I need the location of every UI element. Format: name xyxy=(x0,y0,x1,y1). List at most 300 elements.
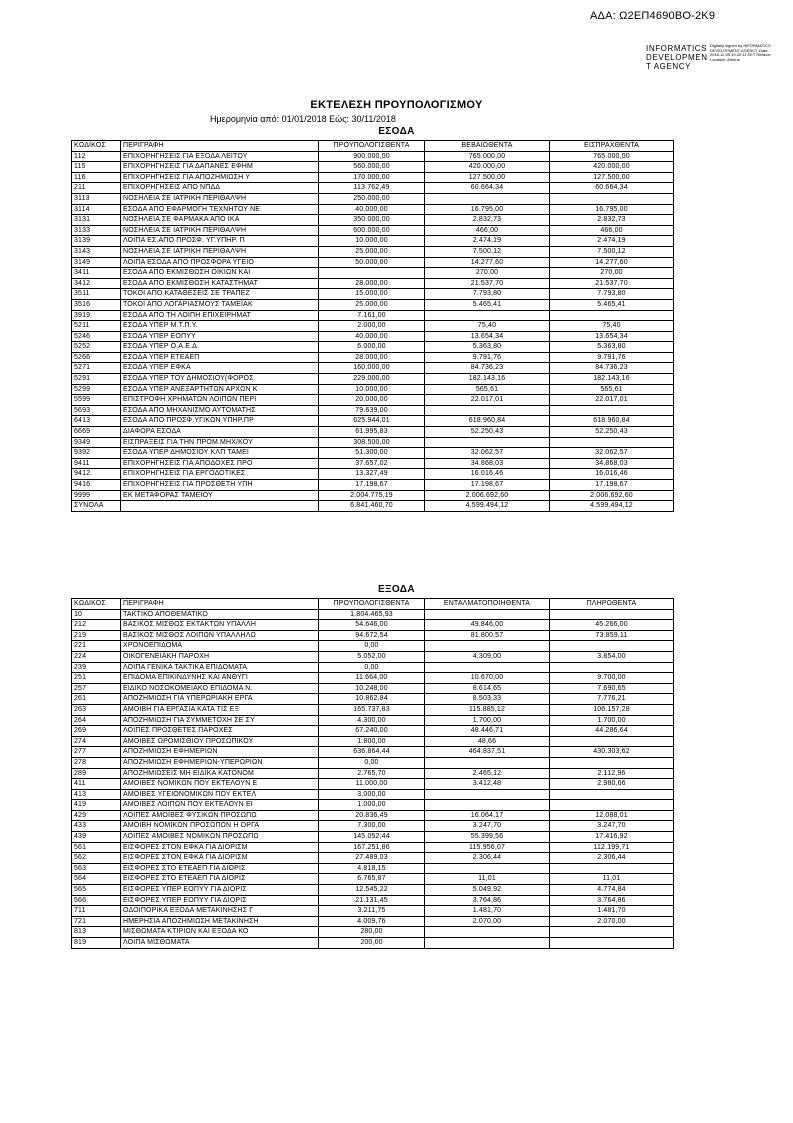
income-cell-budgeted: 61.995,83 xyxy=(319,427,425,438)
expenses-cell-code: 721 xyxy=(72,916,121,927)
income-cell-amount-a: 21.537,70 xyxy=(425,278,550,289)
expenses-table-row xyxy=(72,916,674,927)
income-cell-description: ΛΟΙΠΑ ΕΣ.ΑΠΟ ΠΡΟΣΦ. ΥΓ.ΥΠΗΡ. Π xyxy=(121,236,319,247)
income-total-description xyxy=(121,501,319,512)
expenses-cell-code: 239 xyxy=(72,662,121,673)
income-cell-code: 5271 xyxy=(72,363,121,374)
income-cell-budgeted: 308.500,00 xyxy=(319,437,425,448)
income-cell-amount-b: 75,40 xyxy=(550,321,674,332)
expenses-cell-budgeted: 94.672,54 xyxy=(319,630,425,641)
expenses-table-row xyxy=(72,673,674,684)
income-cell-budgeted: 560.000,00 xyxy=(319,162,425,173)
expenses-table-row xyxy=(72,895,674,906)
expenses-cell-description: ΛΟΙΠΕΣ ΠΡΟΣΘΕΤΕΣ ΠΑΡΟΧΕΣ xyxy=(121,726,319,737)
expenses-cell-description: ΛΟΙΠΕΣ ΑΜΟΙΒΕΣ ΝΟΜΙΚΩΝ ΠΡΟΣΩΠΩ xyxy=(121,832,319,843)
income-cell-budgeted: 79.639,00 xyxy=(319,405,425,416)
income-cell-amount-b: 765.000,00 xyxy=(550,151,674,162)
income-cell-budgeted: 160.000,00 xyxy=(319,363,425,374)
expenses-cell-amount-b: 4.774,84 xyxy=(550,885,674,896)
income-heading: ΕΣΟΔΑ xyxy=(378,126,415,137)
income-table-row xyxy=(72,151,674,162)
expenses-cell-amount-a: 464.837,51 xyxy=(425,747,550,758)
expenses-table-row xyxy=(72,620,674,631)
expenses-cell-budgeted: 1.800,00 xyxy=(319,736,425,747)
expenses-cell-amount-a xyxy=(425,757,550,768)
income-cell-amount-a: 5.363,80 xyxy=(425,342,550,353)
income-table-row xyxy=(72,469,674,480)
income-cell-amount-b xyxy=(550,437,674,448)
expenses-cell-code: 566 xyxy=(72,895,121,906)
income-cell-amount-b: 34.868,03 xyxy=(550,458,674,469)
income-cell-amount-a: 32.062,57 xyxy=(425,448,550,459)
expenses-cell-code: 562 xyxy=(72,853,121,864)
expenses-cell-code: 813 xyxy=(72,927,121,938)
income-cell-budgeted xyxy=(319,268,425,279)
expenses-header-row xyxy=(72,599,674,610)
income-cell-budgeted: 40.000,00 xyxy=(319,204,425,215)
income-cell-code: 5599 xyxy=(72,395,121,406)
expenses-col-paid: ΠΛΗΡΩΘΕΝΤΑ xyxy=(550,599,674,610)
income-col-certified: ΒΕΒΑΙΩΘΕΝΤΑ xyxy=(425,141,550,152)
expenses-cell-amount-b: 7.776,21 xyxy=(550,694,674,705)
expenses-cell-code: 419 xyxy=(72,800,121,811)
expenses-cell-description: ΟΔΟΙΠΟΡΙΚΑ ΕΞΟΔΑ ΜΕΤΑΚΙΝΗΣΗΣ Γ xyxy=(121,906,319,917)
expenses-cell-code: 10 xyxy=(72,609,121,620)
income-table-row xyxy=(72,225,674,236)
expenses-cell-amount-a xyxy=(425,641,550,652)
income-cell-code: 6669 xyxy=(72,427,121,438)
income-cell-amount-b: 84.736,23 xyxy=(550,363,674,374)
income-cell-budgeted: 25.000,00 xyxy=(319,299,425,310)
expenses-col-code: ΚΩΔΙΚΟΣ xyxy=(72,599,121,610)
expenses-cell-amount-b: 1.481,70 xyxy=(550,906,674,917)
income-cell-amount-b: 2.474,19 xyxy=(550,236,674,247)
expenses-cell-description: ΑΜΟΙΒΕΣ ΝΟΜΙΚΩΝ ΠΟΥ ΕΚΤΕΛΟΥΝ Ε xyxy=(121,779,319,790)
income-cell-amount-b: 565,61 xyxy=(550,384,674,395)
income-cell-code: 9416 xyxy=(72,480,121,491)
income-table-row xyxy=(72,384,674,395)
expenses-cell-budgeted: 27.489,03 xyxy=(319,853,425,864)
income-cell-amount-a: 60.664,34 xyxy=(425,183,550,194)
expenses-cell-amount-a xyxy=(425,800,550,811)
income-table-row xyxy=(72,204,674,215)
expenses-table-row xyxy=(72,938,674,949)
income-cell-budgeted: 600.000,00 xyxy=(319,225,425,236)
income-cell-amount-b: 9.791,76 xyxy=(550,352,674,363)
expenses-cell-budgeted: 3.211,75 xyxy=(319,906,425,917)
income-total-budgeted: 6.841.460,70 xyxy=(319,501,425,512)
income-cell-amount-a: 52.250,43 xyxy=(425,427,550,438)
expenses-cell-budgeted: 11.000,00 xyxy=(319,779,425,790)
digital-signature xyxy=(646,44,784,71)
income-cell-code: 3516 xyxy=(72,299,121,310)
income-cell-amount-a: 270,00 xyxy=(425,268,550,279)
income-cell-budgeted: 7.161,00 xyxy=(319,310,425,321)
income-cell-amount-a: 9.791,76 xyxy=(425,352,550,363)
expenses-table-row xyxy=(72,810,674,821)
income-cell-description: ΕΣΟΔΑ ΑΠΟ ΕΦΑΡΜΟΓΗ ΤΕΧΝΗΤΟΥ ΝΕ xyxy=(121,204,319,215)
income-cell-description: ΕΠΙΧΟΡΗΓΗΣΕΙΣ ΑΠΟ ΝΠΔΔ xyxy=(121,183,319,194)
expenses-cell-budgeted: 21.131,45 xyxy=(319,895,425,906)
income-cell-amount-a: 466,00 xyxy=(425,225,550,236)
income-cell-amount-b: 13.654,34 xyxy=(550,331,674,342)
expenses-cell-description: ΕΙΣΦΟΡΕΣ ΣΤΟΝ ΕΦΚΑ ΓΙΑ ΔΙΟΡΙΣΜ xyxy=(121,842,319,853)
income-cell-budgeted: 113.762,49 xyxy=(319,183,425,194)
expenses-cell-budgeted: 165.737,83 xyxy=(319,704,425,715)
income-cell-code: 9411 xyxy=(72,458,121,469)
expenses-table-row xyxy=(72,821,674,832)
income-cell-amount-b: 32.062,57 xyxy=(550,448,674,459)
expenses-table-row xyxy=(72,906,674,917)
income-cell-budgeted: 625.944,01 xyxy=(319,416,425,427)
expenses-cell-budgeted: 0,00 xyxy=(319,662,425,673)
income-cell-amount-a xyxy=(425,405,550,416)
income-cell-description: ΕΠΙΧΟΡΗΓΗΣΕΙΣ ΓΙΑ ΑΠΟΔΟΧΕΣ ΠΡΟ xyxy=(121,458,319,469)
expenses-cell-description: ΑΠΟΖΗΜΙΩΣΗ ΓΙΑ ΣΥΜΜΕΤΟΧΗ ΣΕ ΣΥ xyxy=(121,715,319,726)
expenses-cell-description: ΟΙΚΟΓΕΝΕΙΑΚΗ ΠΑΡΟΧΗ xyxy=(121,651,319,662)
income-cell-budgeted: 10.000,00 xyxy=(319,236,425,247)
income-cell-code: 9349 xyxy=(72,437,121,448)
expenses-cell-amount-b: 1.700,00 xyxy=(550,715,674,726)
expenses-cell-amount-b: 11,01 xyxy=(550,874,674,885)
expenses-cell-code: 278 xyxy=(72,757,121,768)
income-cell-amount-b: 2.006.692,60 xyxy=(550,490,674,501)
expenses-cell-description: ΕΙΣΦΟΡΕΣ ΥΠΕΡ ΕΟΠΥΥ ΓΙΑ ΔΙΟΡΙΣ xyxy=(121,895,319,906)
income-table-row xyxy=(72,363,674,374)
expenses-cell-budgeted: 54.646,00 xyxy=(319,620,425,631)
expenses-table-row xyxy=(72,609,674,620)
expenses-cell-budgeted: 7.300,00 xyxy=(319,821,425,832)
income-cell-description: ΕΣΟΔΑ ΑΠΟ ΜΗΧΑΝΙΣΜΟ ΑΥΤΟΜΑΤΗΣ xyxy=(121,405,319,416)
income-cell-amount-b: 618.960,84 xyxy=(550,416,674,427)
income-cell-amount-b xyxy=(550,193,674,204)
expenses-table-row xyxy=(72,789,674,800)
income-cell-budgeted: 2.000,00 xyxy=(319,321,425,332)
income-cell-code: 3131 xyxy=(72,215,121,226)
expenses-cell-description: ΕΠΙΔΟΜΑ ΕΠΙΚΙΝΔΥΝΗΣ ΚΑΙ ΑΝΘΥΓΙ xyxy=(121,673,319,684)
expenses-cell-amount-a xyxy=(425,789,550,800)
income-cell-amount-a: 14.277,60 xyxy=(425,257,550,268)
income-table-row xyxy=(72,310,674,321)
expenses-table-row xyxy=(72,853,674,864)
expenses-cell-code: 564 xyxy=(72,874,121,885)
income-cell-code: 9999 xyxy=(72,490,121,501)
income-cell-budgeted: 28.000,00 xyxy=(319,352,425,363)
income-cell-code: 5266 xyxy=(72,352,121,363)
income-cell-amount-b: 270,00 xyxy=(550,268,674,279)
income-cell-code: 112 xyxy=(72,151,121,162)
expenses-cell-description: ΕΙΣΦΟΡΕΣ ΥΠΕΡ ΕΟΠΥΥ ΓΙΑ ΔΙΟΡΙΣ xyxy=(121,885,319,896)
expenses-cell-amount-a: 16.064,17 xyxy=(425,810,550,821)
expenses-cell-description: ΑΜΟΙΒΕΣ ΛΟΙΠΩΝ ΠΟΥ ΕΚΤΕΛΟΥΝ ΕΙ xyxy=(121,800,319,811)
expenses-cell-description: ΒΑΣΙΚΟΣ ΜΙΣΘΟΣ ΕΚΤΑΚΤΩΝ ΥΠΑΛΛΗ xyxy=(121,620,319,631)
income-cell-budgeted: 20.000,00 xyxy=(319,395,425,406)
expenses-cell-amount-b: 12.088,01 xyxy=(550,810,674,821)
expenses-cell-amount-a: 3.412,48 xyxy=(425,779,550,790)
income-cell-budgeted: 40.000,00 xyxy=(319,331,425,342)
income-cell-amount-a: 16.016,46 xyxy=(425,469,550,480)
expenses-cell-budgeted: 1.804.465,93 xyxy=(319,609,425,620)
income-cell-amount-b: 5.363,80 xyxy=(550,342,674,353)
income-table-row xyxy=(72,374,674,385)
income-table-row xyxy=(72,395,674,406)
expenses-cell-amount-a: 1.700,00 xyxy=(425,715,550,726)
income-cell-code: 3143 xyxy=(72,246,121,257)
expenses-cell-amount-b xyxy=(550,938,674,949)
expenses-cell-budgeted: 12.545,22 xyxy=(319,885,425,896)
income-cell-code: 3412 xyxy=(72,278,121,289)
expenses-cell-amount-a: 115.885,12 xyxy=(425,704,550,715)
income-cell-description: ΕΠΙΧΟΡΗΓΗΣΕΙΣ ΓΙΑ ΠΡΟΣΘΕΤΗ ΥΠΗ xyxy=(121,480,319,491)
expenses-cell-amount-b xyxy=(550,641,674,652)
income-cell-amount-a xyxy=(425,310,550,321)
expenses-cell-code: 274 xyxy=(72,736,121,747)
expenses-cell-amount-a: 48.446,71 xyxy=(425,726,550,737)
expenses-table xyxy=(71,598,674,949)
income-cell-description: ΕΣΟΔΑ ΑΠΟ ΤΗ ΛΟΙΠΗ ΕΠΙΧΕΙΡΗΜΑΤ xyxy=(121,310,319,321)
expenses-cell-description: ΤΑΚΤΙΚΟ ΑΠΟΘΕΜΑΤΙΚΟ xyxy=(121,609,319,620)
expenses-cell-description: ΑΜΟΙΒΕΣ ΥΓΕΙΟΝΟΜΙΚΩΝ ΠΟΥ ΕΚΤΕΛ xyxy=(121,789,319,800)
expenses-cell-amount-a: 2.070,00 xyxy=(425,916,550,927)
income-cell-code: 9392 xyxy=(72,448,121,459)
expenses-cell-description: ΕΙΣΦΟΡΕΣ ΣΤΟ ΕΤΕΑΕΠ ΓΙΑ ΔΙΟΡΙΣ xyxy=(121,863,319,874)
expenses-cell-amount-b: 45.266,00 xyxy=(550,620,674,631)
income-cell-description: ΕΣΟΔΑ ΑΠΟ ΠΡΟΣΦ.ΥΓΙΚΩΝ ΥΠΗΡ.ΠΡ xyxy=(121,416,319,427)
expenses-cell-description: ΛΟΙΠΑ ΜΙΣΘΩΜΑΤΑ xyxy=(121,938,319,949)
expenses-cell-budgeted: 1.000,00 xyxy=(319,800,425,811)
expenses-cell-amount-b: 2.070,00 xyxy=(550,916,674,927)
expenses-cell-amount-a: 2.306,44 xyxy=(425,853,550,864)
expenses-table-row xyxy=(72,779,674,790)
income-cell-code: 5693 xyxy=(72,405,121,416)
income-table-row xyxy=(72,331,674,342)
income-cell-description: ΕΣΟΔΑ ΥΠΕΡ ΤΟΥ ΔΗΜΟΣΙΟΥ(ΦΟΡΟΣ xyxy=(121,374,319,385)
expenses-table-row xyxy=(72,800,674,811)
income-cell-amount-a: 2.474,19 xyxy=(425,236,550,247)
expenses-cell-amount-a: 3.247,70 xyxy=(425,821,550,832)
income-cell-code: 3411 xyxy=(72,268,121,279)
expenses-cell-amount-a xyxy=(425,609,550,620)
income-cell-code: 5299 xyxy=(72,384,121,395)
expenses-cell-amount-a: 1.481,70 xyxy=(425,906,550,917)
income-cell-budgeted: 170.000,00 xyxy=(319,172,425,183)
income-cell-description: ΕΣΟΔΑ ΥΠΕΡ ΔΗΜΟΣΙΟΥ ΚΛΠ ΤΑΜΕΙ xyxy=(121,448,319,459)
income-table-row xyxy=(72,427,674,438)
income-table-row xyxy=(72,458,674,469)
expenses-cell-amount-b xyxy=(550,927,674,938)
income-cell-amount-a: 5.465,41 xyxy=(425,299,550,310)
expenses-cell-amount-b xyxy=(550,757,674,768)
income-cell-budgeted: 28.000,00 xyxy=(319,278,425,289)
income-cell-description: ΤΟΚΟΙ ΑΠΟ ΚΑΤΑΘΕΣΕΙΣ ΣΕ ΤΡΑΠΕΖ xyxy=(121,289,319,300)
expenses-heading: ΕΞΟΔΑ xyxy=(377,584,416,595)
income-cell-amount-a: 16.795,00 xyxy=(425,204,550,215)
expenses-cell-code: 429 xyxy=(72,810,121,821)
expenses-cell-code: 264 xyxy=(72,715,121,726)
income-cell-budgeted: 51.300,00 xyxy=(319,448,425,459)
expenses-cell-amount-a: 4.309,00 xyxy=(425,651,550,662)
report-date-range: Ημερομηνία από: 01/01/2018 Εώς: 30/11/2018 xyxy=(210,114,396,124)
income-cell-amount-a: 182.143,16 xyxy=(425,374,550,385)
expenses-cell-budgeted: 280,00 xyxy=(319,927,425,938)
expenses-table-row xyxy=(72,651,674,662)
expenses-cell-code: 289 xyxy=(72,768,121,779)
expenses-cell-amount-b: 2.980,66 xyxy=(550,779,674,790)
expenses-cell-code: 411 xyxy=(72,779,121,790)
income-cell-description: ΕΙΣΠΡΑΞΕΙΣ ΓΙΑ ΤΗΝ ΠΡΟΜ.ΜΗΧ/ΚΟΥ xyxy=(121,437,319,448)
expenses-cell-budgeted: 167.251,86 xyxy=(319,842,425,853)
expenses-cell-amount-a: 11,01 xyxy=(425,874,550,885)
income-table-row xyxy=(72,172,674,183)
income-table-row xyxy=(72,183,674,194)
income-cell-amount-b: 52.250,43 xyxy=(550,427,674,438)
expenses-cell-budgeted: 636.864,44 xyxy=(319,747,425,758)
expenses-cell-budgeted: 3.000,00 xyxy=(319,789,425,800)
income-cell-description: ΕΣΟΔΑ ΥΠΕΡ Μ.Τ.Π.Υ. xyxy=(121,321,319,332)
income-col-budgeted: ΠΡΟΥΠΟΛΟΓΙΣΘΕΝΤΑ xyxy=(319,141,425,152)
expenses-table-row xyxy=(72,874,674,885)
income-cell-description: ΕΣΟΔΑ ΑΠΟ ΕΚΜΙΣΘΩΣΗ ΟΙΚΙΩΝ ΚΑΙ xyxy=(121,268,319,279)
expenses-cell-description: ΒΑΣΙΚΟΣ ΜΙΣΘΟΣ ΛΟΙΠΩΝ ΥΠΑΛΛΗΛΩ xyxy=(121,630,319,641)
income-cell-amount-a: 22.017,01 xyxy=(425,395,550,406)
expenses-cell-description: ΛΟΙΠΑ ΓΕΝΙΚΑ ΤΑΚΤΙΚΑ ΕΠΙΔΟΜΑΤΑ xyxy=(121,662,319,673)
expenses-cell-code: 439 xyxy=(72,832,121,843)
expenses-cell-amount-b xyxy=(550,789,674,800)
income-cell-amount-a: 84.736,23 xyxy=(425,363,550,374)
expenses-cell-budgeted: 4.009,76 xyxy=(319,916,425,927)
income-cell-amount-b: 466,00 xyxy=(550,225,674,236)
income-table-row xyxy=(72,162,674,173)
expenses-cell-description: ΑΠΟΖΗΜΙΩΣΗ ΓΙΑ ΥΠΕΡΩΡΙΑΚΗ ΕΡΓΑ xyxy=(121,694,319,705)
income-cell-budgeted: 13.327,49 xyxy=(319,469,425,480)
income-table-row xyxy=(72,342,674,353)
income-cell-amount-b xyxy=(550,405,674,416)
income-cell-amount-a: 618.960,84 xyxy=(425,416,550,427)
income-cell-code: 3114 xyxy=(72,204,121,215)
income-cell-description: ΕΣΟΔΑ ΥΠΕΡ ΕΟΠΥΥ xyxy=(121,331,319,342)
income-cell-code: 3113 xyxy=(72,193,121,204)
income-cell-budgeted: 15.000,00 xyxy=(319,289,425,300)
income-cell-budgeted: 50.000,00 xyxy=(319,257,425,268)
expenses-table-row xyxy=(72,630,674,641)
expenses-table-row xyxy=(72,683,674,694)
income-cell-amount-b xyxy=(550,310,674,321)
income-cell-amount-b: 21.537,70 xyxy=(550,278,674,289)
expenses-cell-code: 413 xyxy=(72,789,121,800)
expenses-cell-description: ΛΟΙΠΕΣ ΑΜΟΙΒΕΣ ΦΥΣΙΚΩΝ ΠΡΟΣΩΠΩ xyxy=(121,810,319,821)
income-cell-amount-a: 127.500,00 xyxy=(425,172,550,183)
expenses-cell-description: ΕΙΣΦΟΡΕΣ ΣΤΟΝ ΕΦΚΑ ΓΙΑ ΔΙΟΡΙΣΜ xyxy=(121,853,319,864)
expenses-cell-code: 251 xyxy=(72,673,121,684)
income-cell-budgeted: 37.657,02 xyxy=(319,458,425,469)
expenses-cell-amount-b xyxy=(550,662,674,673)
income-table-row xyxy=(72,480,674,491)
expenses-cell-amount-b xyxy=(550,609,674,620)
income-table-row xyxy=(72,448,674,459)
income-cell-description: ΕΠΙΣΤΡΟΦΗ ΧΡΗΜΑΤΩΝ ΛΟΙΠΩΝ ΠΕΡΙ xyxy=(121,395,319,406)
income-cell-description: ΕΠΙΧΟΡΗΓΗΣΕΙΣ ΓΙΑ ΕΞΟΔΑ ΛΕΙΤΟΥ xyxy=(121,151,319,162)
income-cell-code: 3919 xyxy=(72,310,121,321)
income-cell-code: 6413 xyxy=(72,416,121,427)
expenses-table-row xyxy=(72,704,674,715)
expenses-cell-code: 269 xyxy=(72,726,121,737)
expenses-cell-budgeted: 67.240,00 xyxy=(319,726,425,737)
income-cell-code: 3511 xyxy=(72,289,121,300)
expenses-cell-amount-a: 115.956,07 xyxy=(425,842,550,853)
expenses-cell-budgeted: 4.818,15 xyxy=(319,863,425,874)
expenses-table-row xyxy=(72,694,674,705)
expenses-cell-budgeted: 6.765,87 xyxy=(319,874,425,885)
expenses-table-row xyxy=(72,736,674,747)
income-header-row xyxy=(72,141,674,152)
expenses-cell-description: ΑΠΟΖΗΜΙΩΣΕΙΣ ΜΗ ΕΙΔΙΚΑ ΚΑΤΟΝΟΜ xyxy=(121,768,319,779)
expenses-cell-code: 819 xyxy=(72,938,121,949)
expenses-cell-description: ΕΙΣΦΟΡΕΣ ΣΤΟ ΕΤΕΑΕΠ ΓΙΑ ΔΙΟΡΙΣ xyxy=(121,874,319,885)
income-table-row xyxy=(72,405,674,416)
expenses-cell-code: 561 xyxy=(72,842,121,853)
income-cell-description: ΝΟΣΗΛΕΙΑ ΣΕ ΦΑΡΜΑΚΑ ΑΠΟ ΙΚΑ xyxy=(121,215,319,226)
expenses-cell-amount-a: 81.800,57 xyxy=(425,630,550,641)
income-table-row xyxy=(72,215,674,226)
expenses-cell-amount-b: 2.112,96 xyxy=(550,768,674,779)
expenses-cell-amount-b: 44.286,64 xyxy=(550,726,674,737)
expenses-cell-amount-a: 2.465,12 xyxy=(425,768,550,779)
expenses-cell-amount-b: 3.247,70 xyxy=(550,821,674,832)
expenses-cell-description: ΑΜΟΙΒΕΣ ΩΡΟΜΙΣΘΙΟΥ ΠΡΟΣΩΠΙΚΟΥ xyxy=(121,736,319,747)
expenses-cell-code: 565 xyxy=(72,885,121,896)
income-cell-budgeted: 17.198,67 xyxy=(319,480,425,491)
expenses-table-row xyxy=(72,863,674,874)
income-cell-description: ΕΠΙΧΟΡΗΓΗΣΕΙΣ ΓΙΑ ΑΠΟΖΗΜΙΩΣΗ Υ xyxy=(121,172,319,183)
income-cell-amount-a: 420.000,00 xyxy=(425,162,550,173)
expenses-cell-code: 219 xyxy=(72,630,121,641)
income-cell-budgeted: 250.000,00 xyxy=(319,193,425,204)
income-cell-amount-b: 420.000,00 xyxy=(550,162,674,173)
income-table-row xyxy=(72,490,674,501)
income-cell-code: 3149 xyxy=(72,257,121,268)
expenses-table-row xyxy=(72,842,674,853)
income-cell-description: ΛΟΙΠΑ ΕΣΟΔΑ ΑΠΟ ΠΡΟΣΦΟΡΑ ΥΓΕΙΟ xyxy=(121,257,319,268)
expenses-table-row xyxy=(72,927,674,938)
expenses-cell-amount-b: 9.700,00 xyxy=(550,673,674,684)
income-table-row xyxy=(72,416,674,427)
income-table-row xyxy=(72,437,674,448)
expenses-cell-amount-b: 2.306,44 xyxy=(550,853,674,864)
expenses-cell-code: 212 xyxy=(72,620,121,631)
expenses-cell-budgeted: 0,00 xyxy=(319,641,425,652)
expenses-cell-amount-b xyxy=(550,800,674,811)
expenses-cell-budgeted: 4.300,00 xyxy=(319,715,425,726)
expenses-table-row xyxy=(72,641,674,652)
income-cell-description: ΕΚ ΜΕΤΑΦΟΡΑΣ ΤΑΜΕΙΟΥ xyxy=(121,490,319,501)
income-cell-amount-a xyxy=(425,193,550,204)
income-cell-budgeted: 350.000,00 xyxy=(319,215,425,226)
expenses-cell-amount-a: 8.503,33 xyxy=(425,694,550,705)
income-table-row xyxy=(72,236,674,247)
income-cell-description: ΕΣΟΔΑ ΥΠΕΡ ΕΤΕΑΕΠ xyxy=(121,352,319,363)
income-cell-amount-b: 22.017,01 xyxy=(550,395,674,406)
income-cell-amount-a: 2.832,73 xyxy=(425,215,550,226)
income-col-description: ΠΕΡΙΓΡΑΦΗ xyxy=(121,141,319,152)
expenses-table-row xyxy=(72,715,674,726)
expenses-table-row xyxy=(72,885,674,896)
signer-details: Digitally signed by INFORMATICS DEVELOPMENT AGENCY Date: 2018.12.05 10:20:11 EET Reason: Location: Athens xyxy=(710,43,772,62)
income-cell-description: ΤΟΚΟΙ ΑΠΟ ΛΟΓΑΡΙΑΣΜΟΥΣ ΤΑΜΕΙΑΚ xyxy=(121,299,319,310)
expenses-cell-amount-b: 106.157,28 xyxy=(550,704,674,715)
income-cell-code: 9412 xyxy=(72,469,121,480)
income-total-amount-b: 4.599.494,12 xyxy=(550,501,674,512)
expenses-col-description: ΠΕΡΙΓΡΑΦΗ xyxy=(121,599,319,610)
